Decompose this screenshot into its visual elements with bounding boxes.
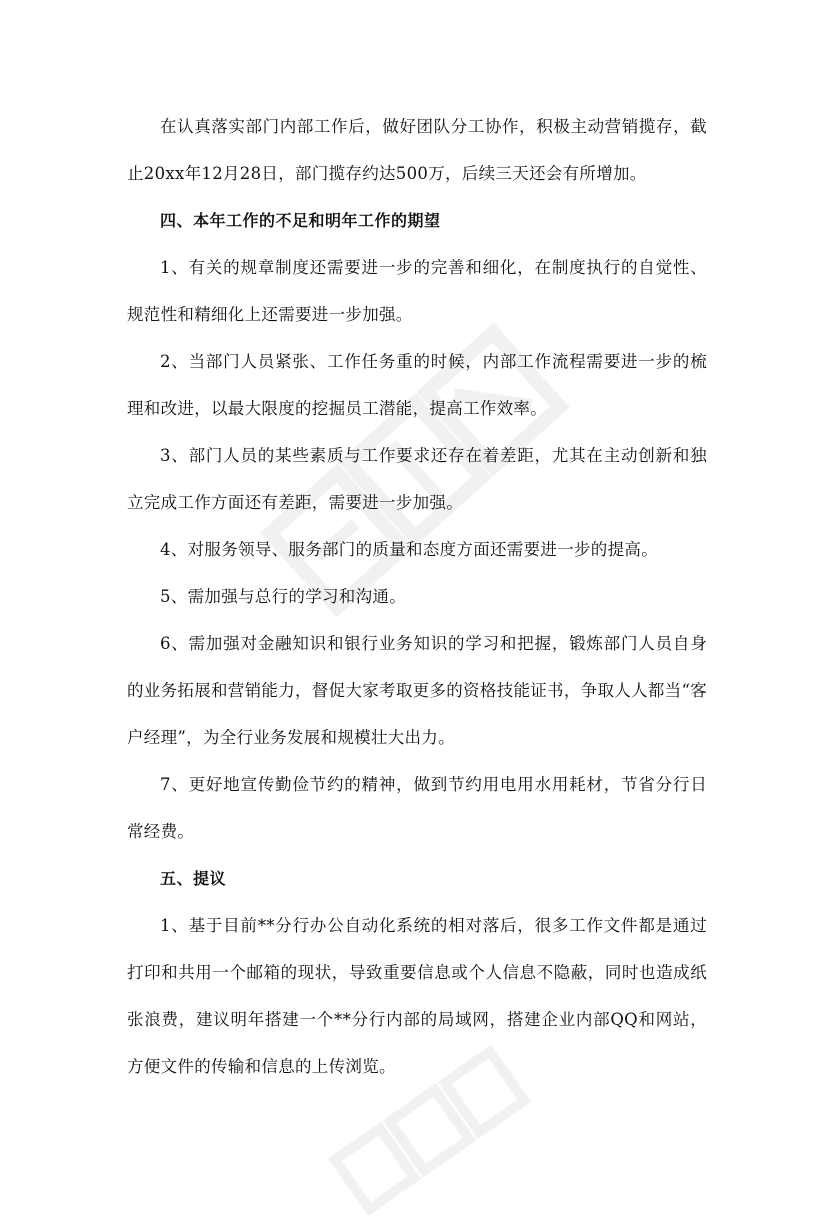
section-four-item-3: 3、部门人员的某些素质与工作要求还存在着差距，尤其在主动创新和独立完成工作方面还有差距，需要进一步加强。 [127, 446, 707, 512]
section-five-heading: 五、提议 [160, 869, 227, 888]
section-four-item-4: 4、对服务领导、服务部门的质量和态度方面还需要进一步的提高。 [160, 540, 658, 559]
intro-paragraph: 在认真落实部门内部工作后，做好团队分工协作，积极主动营销揽存，截止20xx年12月28日，部门揽存约达500万，后续三天还会有所增加。 [127, 117, 707, 183]
section-four-item-5: 5、需加强与总行的学习和沟通。 [160, 587, 406, 606]
section-four-item-1: 1、有关的规章制度还需要进一步的完善和细化，在制度执行的自觉性、规范性和精细化上还需要进一步加强。 [127, 258, 707, 324]
section-four-item-6: 6、需加强对金融知识和银行业务知识的学习和把握，锻炼部门人员自身的业务拓展和营销能力，督促大家考取更多的资格技能证书，争取人人都当“客户经理”，为全行业务发展和规模壮大出力。 [127, 634, 707, 747]
section-four-item-2: 2、当部门人员紧张、工作任务重的时候，内部工作流程需要进一步的梳理和改进，以最大限度的挖掘员工潜能，提高工作效率。 [127, 352, 707, 418]
section-four-heading: 四、本年工作的不足和明年工作的期望 [160, 211, 441, 230]
section-five-item-1: 1、基于目前**分行办公自动化系统的相对落后，很多工作文件都是通过打印和共用一个邮箱的现状，导致重要信息或个人信息不隐蔽，同时也造成纸张浪费，建议明年搭建一个**分行内部的局域网，搭建企业内部QQ和网站，方便文件的传输和信息的上传浏览。 [127, 916, 707, 1076]
section-four-item-7: 7、更好地宣传勤俭节约的精神，做到节约用电用水用耗材，节省分行日常经费。 [127, 775, 707, 841]
document-body [127, 103, 707, 1090]
